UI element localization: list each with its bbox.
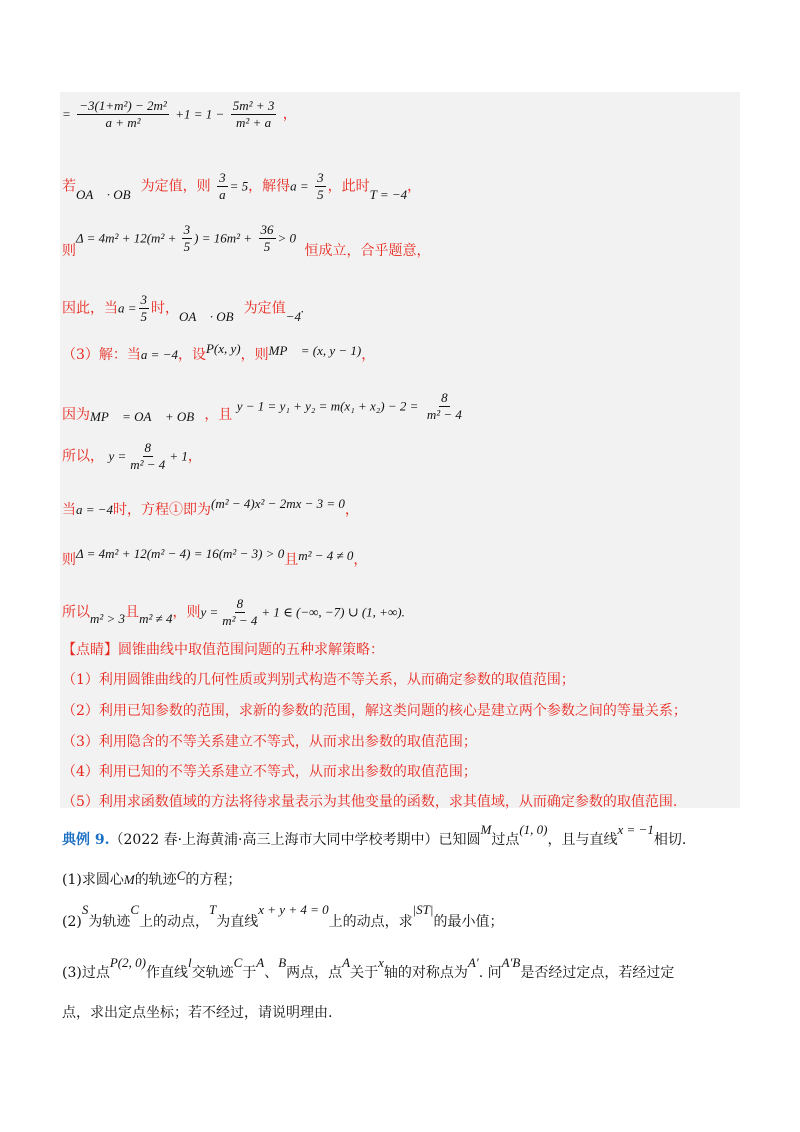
- solution-line-8: 当a = −4时，方程①即为(m² − 4)x² − 2mx − 3 = 0，: [62, 496, 359, 518]
- solution-line-3: 则Δ = 4m² + 12(m² + $\frac{3}{5}$ ) = 16m² + $\frac{36}{5}$ > 0 恒成立，合乎题意，: [62, 222, 431, 259]
- solution-line-6: 因为MP⃗ = OA⃗ + OB⃗，且 y − 1 = y₁ + y₂ = m(x₁ + x₂) − 2 = $\frac{8}{\text{m² − 4}}$: [62, 390, 462, 424]
- fraction-lhs: $\frac{\text{−3(1+m²) − 2m²}}{\text{a + m²}}$: [79, 98, 167, 130]
- question-2: (2)S为轨迹C上的动点，T为直线x + y + 4 = 0上的动点，求|ST|的最小值；: [62, 902, 504, 930]
- question-1: (1)求圆心M的轨迹C的方程；: [62, 868, 242, 888]
- fraction-rhs: $\frac{\text{5m² + 3}}{\text{m² + a}}$: [232, 98, 275, 130]
- example-heading: 典例 9.（2022 春·上海黄浦·高三上海市大同中学校考期中）已知圆M过点(1, 0)，且与直线x = −1相切.: [62, 822, 687, 848]
- tip-item-2: （2）利用已知参数的范围，求新的参数的范围，解这类问题的核心是建立两个参数之间的等量关系；: [62, 703, 687, 719]
- tip-item-3: （3）利用隐含的不等关系建立不等式，从而求出参数的取值范围；: [62, 734, 477, 750]
- tip-item-4: （4）利用已知的不等关系建立不等式，从而求出参数的取值范围；: [62, 764, 477, 780]
- question-3: (3)过点P(2, 0)作直线l交轨迹C于A、B两点，点A关于x轴的对称点为A′. 问A′B是否经过定点，若经过定: [62, 955, 675, 981]
- solution-line-5: （3）解：当a = −4，设P(x, y)，则MP⃗ = (x, y − 1)，: [62, 341, 376, 363]
- solution-line-7: 所以， y = $\frac{8}{\text{m² − 4}}$ + 1，: [62, 440, 202, 472]
- tip-item-1: （1）利用圆锥曲线的几何性质或判别式构造不等关系，从而确定参数的取值范围；: [62, 672, 575, 688]
- solution-line-9: 则Δ = 4m² + 12(m² − 4) = 16(m² − 3) > 0且m² − 4 ≠ 0，: [62, 546, 368, 568]
- tip-item-5: （5）利用求函数值域的方法将待求量表示为其他变量的函数，求其值域，从而确定参数的取值范围.: [62, 794, 678, 810]
- solution-line-4: 因此，当a = $\frac{3}{5}$ 时，OA⃗ · OB⃗为定值−4.: [62, 292, 305, 324]
- solution-line-1: = $\frac{\text{−3(1+m²) − 2m²}}{\text{a + m²}}$ +1 = 1 − $\frac{\text{5m² + 3}}{\text{m² + a}}$ ，: [62, 98, 297, 130]
- solution-line-10: 所以m² > 3且m² ≠ 4，则y = $\frac{8}{\text{m² − 4}}$ + 1 ∈ (−∞, −7) ∪ (1, +∞).: [62, 596, 405, 628]
- solution-line-2: 若OA⃗ · OB⃗为定值，则 $\frac{3}{a}$ = 5，解得a = $\frac{3}{5}$ ，此时T = −4，: [62, 170, 422, 202]
- equals-sign: =: [62, 106, 71, 122]
- tips-title: 【点睛】圆锥曲线中取值范围问题的五种求解策略：: [62, 642, 384, 658]
- question-3-continued: 点，求出定点坐标；若不经过，请说明理由.: [62, 1005, 333, 1021]
